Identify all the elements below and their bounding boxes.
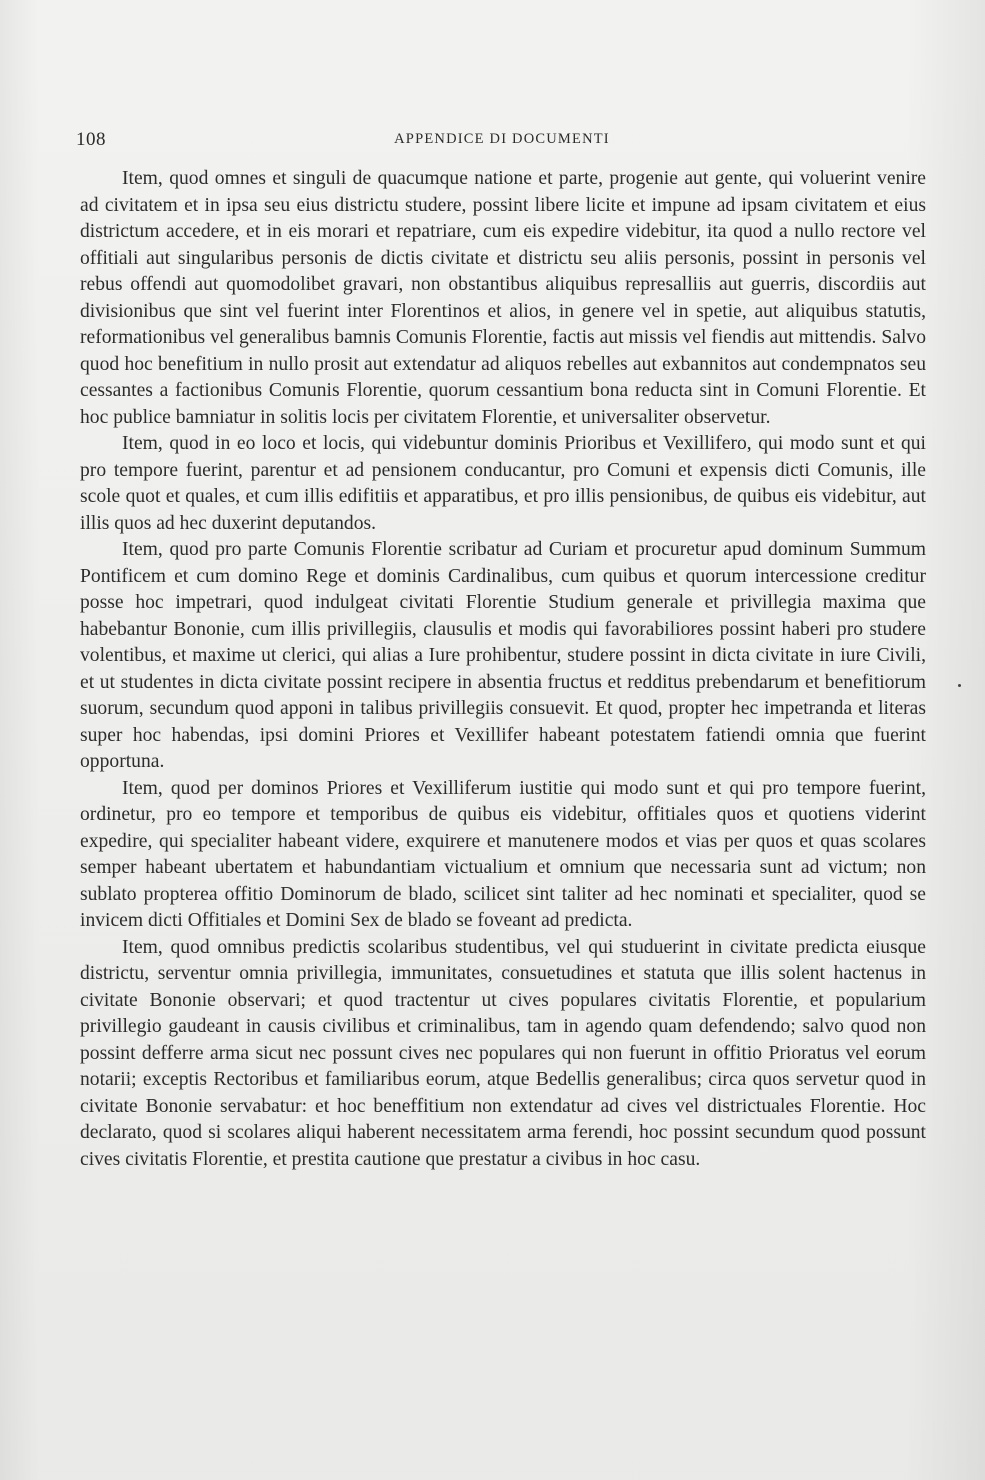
- paragraph-1: Item, quod omnes et singuli de quacumque natione et parte, progenie aut gente, qui voluerint venire ad civitatem et in ipsa seu eius districtu studere, possint libere licite et impune ad ipsam civitatem et eius districtum accedere, et in eis morari et repatriare, cum eis expedire videbitur, ita quod a nullo rectore vel offitiali aut singularibus personis de dictis civitate et districtu seu aliis personis, possint in personis vel rebus offendi aut quomodolibet gravari, non obstantibus aliquibus represalliis aut guerris, discordiis aut divisionibus que sint vel fuerint inter Florentinos et alios, in genere vel in spetie, aut aliquibus statutis, reformationibus vel generalibus bamnis Comunis Florentie, factis aut missis vel fiendis aut mittendis. Salvo quod hoc benefitium in nullo prosit aut extendatur ad aliquos rebelles aut exbannitos aut condempnatos seu cessantes a factionibus Comunis Florentie, quorum cessantium bona reducta sint in Comuni Florentie. Et hoc publice bamniatur in solitis locis per civitatem Florentie, et universaliter observetur.: [80, 168, 926, 428]
- page-number: 108: [76, 129, 106, 150]
- paragraph-4: Item, quod per dominos Priores et Vexilliferum iustitie qui modo sunt et qui pro tempore fuerint, ordinetur, pro eo tempore et temporibus de quibus eis videbitur, offitiales quos et quotiens viderint expedire, qui specialiter habeant videre, exquirere et manutenere modos et vias per quos et quas scolares semper habeant ubertatem et habundantiam victualium et omnium que necessaria sunt ad victum; non sublato propterea offitio Dominorum de blado, scilicet sint taliter ad hec nominati et specialiter, quod se invicem dicti Offitiales et Domini Sex de blado se foveant ad predicta.: [80, 777, 926, 931]
- paper-speck: [958, 684, 961, 687]
- paragraph-5: Item, quod omnibus predictis scolaribus studentibus, vel qui studuerint in civitate predicta eiusque districtu, serventur omnia privillegia, immunitates, consuetudines et statuta que illis solent hactenus in civitate Bononie observari; et quod tractentur ut cives populares civitatis Florentie, et popularium privillegio gaudeant in causis civilibus et criminalibus, tam in agendo quam defendendo; salvo quod non possint defferre arma sicut nec possunt cives nec populares qui non fuerunt in offitio Prioratus vel eorum notarii; exceptis Rectoribus et familiaribus eorum, atque Bedellis generalibus; circa quos servetur quod in civitate Bononie servabatur: et hoc beneffitium non extendatur ad cives vel districtuales Florentie. Hoc declarato, quod si scolares aliqui haberent necessitatem arma ferendi, hoc possint secundum quod possunt cives civitatis Florentie, et prestita cautione que prestatur a civibus in hoc casu.: [80, 936, 926, 1170]
- page-header: [76, 129, 928, 153]
- body-text: [80, 166, 926, 1173]
- paragraph-3: Item, quod pro parte Comunis Florentie scribatur ad Curiam et procuretur apud dominum Summum Pontificem et cum domino Rege et dominis Cardinalibus, cum quibus et quorum intercessione creditur posse hoc impetrari, quod indulgeat civitati Florentie Studium generale et privillegia maxima que habebantur Bononie, cum illis privillegiis, clausulis et modis qui favorabiliores possint haberi pro studere volentibus, et maxime ut clerici, qui alias a Iure prohibentur, studere possint in dicta civitate in iure Civili, et ut studentes in dicta civitate possint recipere in absentia fructus et redditus prebendarum et benefitiorum suorum, secundum quod apponi in talibus privillegiis consuevit. Et quod, propter hec impetranda et literas super hoc habendas, ipsi domini Priores et Vexillifer habeant potestatem fatiendi omnia que fuerint opportuna.: [80, 539, 926, 772]
- paragraph-2: Item, quod in eo loco et locis, qui videbuntur dominis Prioribus et Vexillifero, qui modo sunt et qui pro tempore fuerint, parentur et ad pensionem conducantur, pro Comuni et expensis dicti Comunis, ille scole quot et quales, et cum illis edifitiis et apparatibus, et pro illis pensionibus, de quibus eis videbitur, aut illis quos ad hec duxerint deputandos.: [80, 433, 926, 534]
- running-head: APPENDICE DI DOCUMENTI: [394, 131, 610, 147]
